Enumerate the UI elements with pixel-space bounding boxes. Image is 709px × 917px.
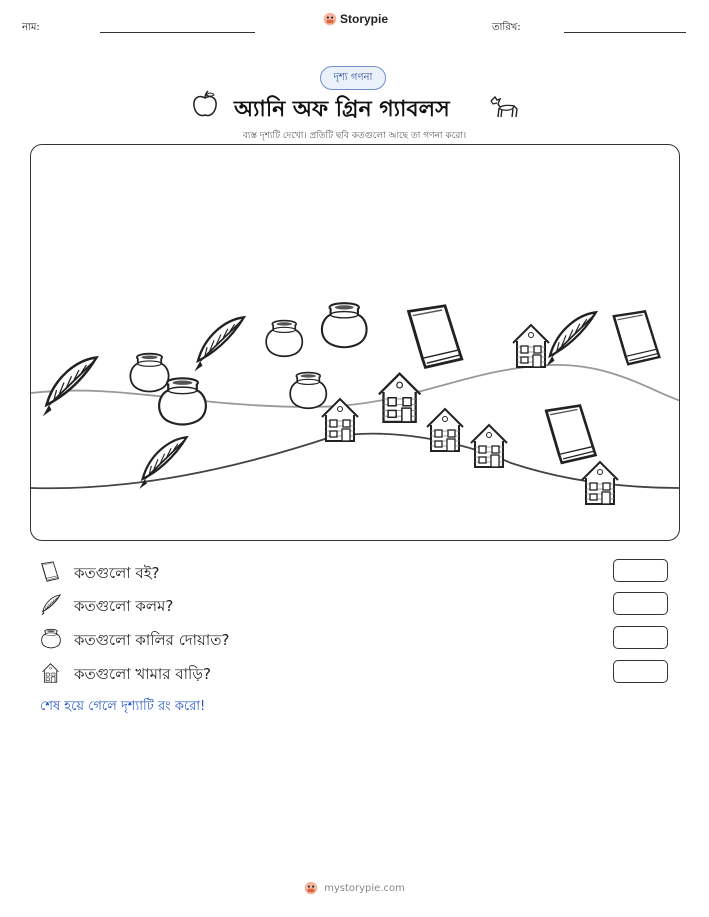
- storypie-logo-icon: [323, 12, 337, 26]
- farmhouse: [582, 462, 618, 504]
- date-label: তারিখ:: [492, 22, 521, 33]
- question-books: [40, 559, 670, 585]
- scene-drawing: [31, 145, 680, 541]
- quill: [546, 312, 595, 366]
- footer-url[interactable]: mystorypie.com: [324, 882, 405, 894]
- storypie-logo-icon: [304, 881, 318, 895]
- closing-note: শেষ হয়ে গেলে দৃশ্যাটি রং করো!: [40, 699, 206, 714]
- question-farmhouses: [40, 660, 670, 686]
- question-text: কতগুলো বই?: [74, 564, 160, 582]
- answer-box-inkpots[interactable]: [613, 626, 668, 649]
- worksheet-type-badge: দৃশ্য গণনা: [320, 66, 386, 90]
- farmhouse: [513, 325, 549, 367]
- inkpot-icon: [40, 628, 62, 650]
- quill-icon: [40, 594, 62, 616]
- footer: [0, 881, 709, 895]
- answer-box-farmhouses[interactable]: [613, 660, 668, 683]
- book: [546, 406, 595, 463]
- question-text: কতগুলো কালির দোয়াত?: [74, 631, 230, 649]
- inkpot: [290, 373, 326, 409]
- question-inkpots: [40, 626, 670, 652]
- book: [409, 306, 462, 368]
- farmhouse: [379, 374, 420, 422]
- inkpot: [130, 354, 168, 392]
- book: [614, 311, 660, 364]
- brand-logo: [323, 12, 388, 26]
- hill-back: [31, 365, 680, 407]
- name-line[interactable]: [100, 32, 255, 33]
- farmhouse: [471, 425, 507, 467]
- page-title: অ্যানি অফ গ্রিন গ্যাবলস: [234, 97, 450, 122]
- horse-icon: [488, 95, 520, 119]
- answer-box-books[interactable]: [613, 559, 668, 582]
- name-label: নাম:: [22, 22, 40, 33]
- apple-icon: [192, 90, 218, 118]
- inkpot: [322, 303, 367, 347]
- inkpot: [266, 321, 302, 357]
- answer-box-quills[interactable]: [613, 592, 668, 615]
- quill: [194, 317, 243, 371]
- question-text: কতগুলো খামার বাড়ি?: [74, 665, 211, 683]
- brand-name: Storypie: [340, 12, 389, 26]
- farmhouse-icon: [40, 662, 62, 684]
- counting-scene: [30, 144, 680, 541]
- question-quills: [40, 592, 670, 618]
- instructions: ব্যস্ত দৃশ্যটি দেখো। প্রতিটি ছবি কতগুলো আছে তা গণনা করো।: [242, 131, 467, 141]
- farmhouse: [427, 409, 463, 451]
- book-icon: [40, 561, 62, 583]
- quill: [43, 358, 97, 417]
- date-line[interactable]: [564, 32, 686, 33]
- question-text: কতগুলো কলম?: [74, 597, 174, 615]
